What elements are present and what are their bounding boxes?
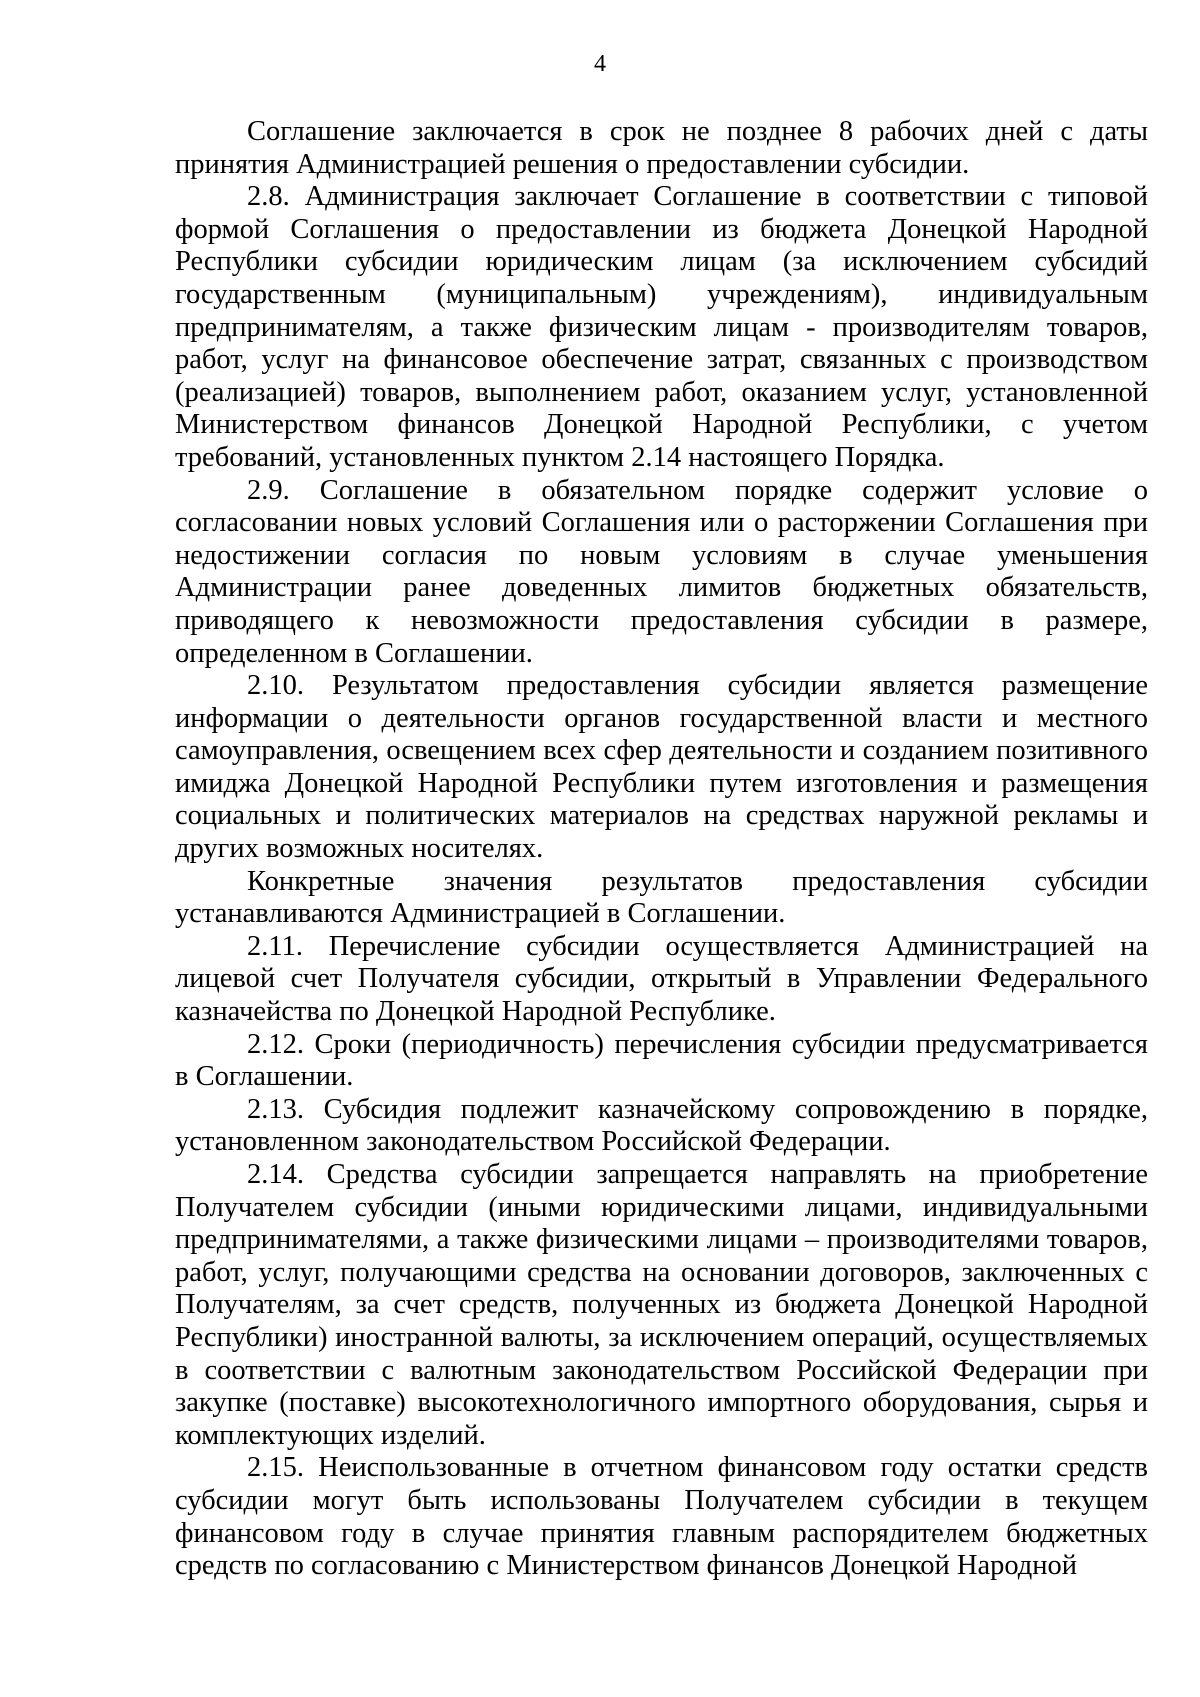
paragraph-2-13: 2.13. Субсидия подлежит казначейскому сопровождению в порядке, установленном законодательством Российской Федерации. xyxy=(175,1093,1148,1158)
document-body xyxy=(175,116,1148,1583)
paragraph-2-9: 2.9. Соглашение в обязательном порядке содержит условие о согласовании новых условий Соглашения или о расторжении Соглашения при недостижении согласия по новым условиям в случае уменьшения Администрации ранее доведенных лимитов бюджетных обязательств, приводящего к невозможности предоставления субсидии в размере, определенном в Соглашении. xyxy=(175,474,1148,669)
paragraph-2-8: 2.8. Администрация заключает Соглашение в соответствии с типовой формой Соглашения о предоставлении из бюджета Донецкой Народной Республики субсидии юридическим лицам (за исключением субсидий государственным (муниципальным) учреждениям), индивидуальным предпринимателям, а также физическим лицам - производителям товаров, работ, услуг на финансовое обеспечение затрат, связанных с производством (реализацией) товаров, выполнением работ, оказанием услуг, установленной Министерством финансов Донецкой Народной Республики, с учетом требований, установленных пунктом 2.14 настоящего Порядка. xyxy=(175,181,1148,473)
paragraph-result-values: Конкретные значения результатов предоставления субсидии устанавливаются Администрацией в Соглашении. xyxy=(175,865,1148,930)
paragraph-2-12: 2.12. Сроки (периодичность) перечисления субсидии предусматривается в Соглашении. xyxy=(175,1028,1148,1093)
paragraph-agreement-deadline: Соглашение заключается в срок не позднее 8 рабочих дней с даты принятия Администрацией решения о предоставлении субсидии. xyxy=(175,116,1148,180)
paragraph-2-11: 2.11. Перечисление субсидии осуществляется Администрацией на лицевой счет Получателя субсидии, открытый в Управлении Федерального казначейства по Донецкой Народной Республике. xyxy=(175,930,1148,1028)
paragraph-2-15: 2.15. Неиспользованные в отчетном финансовом году остатки средств субсидии могут быть использованы Получателем субсидии в текущем финансовом году в случае принятия главным распорядителем бюджетных средств по согласованию с Министерством финансов Донецкой Народной xyxy=(175,1452,1148,1582)
paragraph-2-10: 2.10. Результатом предоставления субсидии является размещение информации о деятельности органов государственной власти и местного самоуправления, освещением всех сфер деятельности и созданием позитивного имиджа Донецкой Народной Республики путем изготовления и размещения социальных и политических материалов на средствах наружной рекламы и других возможных носителях. xyxy=(175,670,1148,865)
paragraph-2-14: 2.14. Средства субсидии запрещается направлять на приобретение Получателем субсидии (иными юридическими лицами, индивидуальными предпринимателями, а также физическими лицами – производителями товаров, работ, услуг, получающими средства на основании договоров, заключенных с Получателям, за счет средств, полученных из бюджета Донецкой Народной Республики) иностранной валюты, за исключением операций, осуществляемых в соответствии с валютным законодательством Российской Федерации при закупке (поставке) высокотехнологичного импортного оборудования, сырья и комплектующих изделий. xyxy=(175,1159,1148,1451)
page-number: 4 xyxy=(594,51,606,77)
